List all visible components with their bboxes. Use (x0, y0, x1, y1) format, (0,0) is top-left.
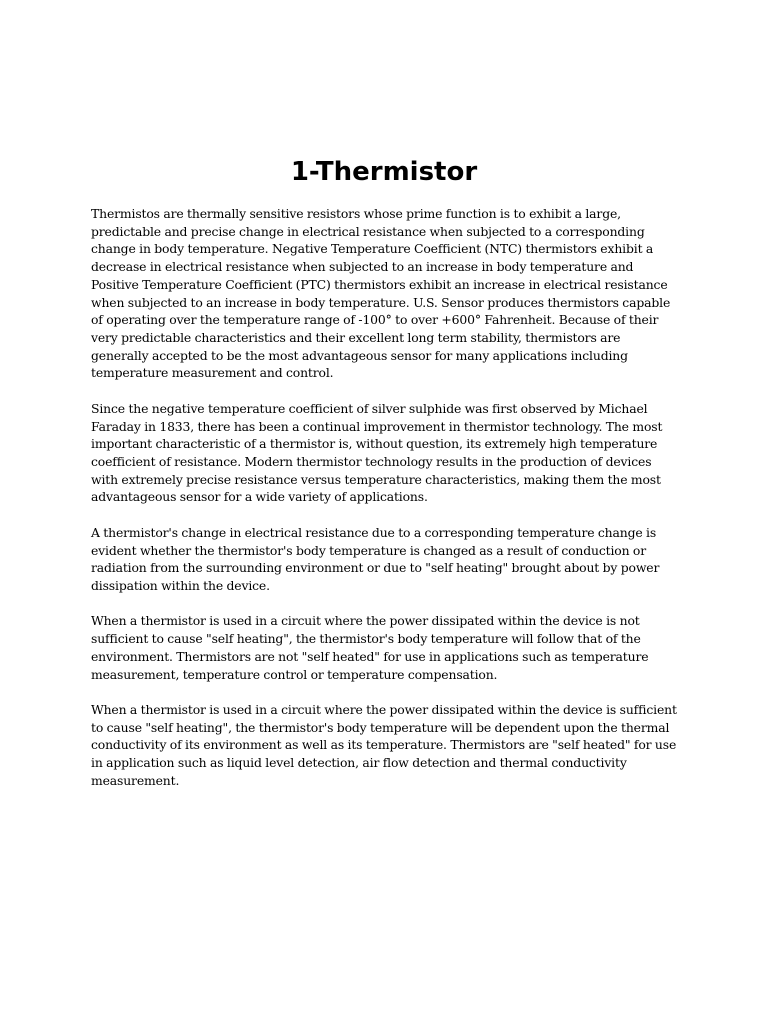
paragraph-5: When a thermistor is used in a circuit where the power dissipated within the device is sufficient to cause "self heating", the thermistor's body temperature will be dependent upon the thermal conductivity of its environment as well as its temperature. Thermistors are "self heated" for use in application such as liquid level detection, air flow detection and thermal conductivity measurement. (91, 702, 677, 788)
paragraph-2: Since the negative temperature coefficient of silver sulphide was first observed by Michael Faraday in 1833, there has been a continual improvement in thermistor technology. The most important characteristic of a thermistor is, without question, its extremely high temperature coefficient of resistance. Modern thermistor technology results in the production of devices with extremely precise resistance versus temperature characteristics, making them the most advantageous sensor for a wide variety of applications. (91, 400, 663, 505)
paragraph-1: Thermistos are thermally sensitive resistors whose prime function is to exhibit a large, predictable and precise change in electrical resistance when subjected to a corresponding change in body temperature. Negative Temperature Coefficient (NTC) thermistors exhibit a decrease in electrical resistance when subjected to an increase in body temperature and Positive Temperature Coefficient (PTC) thermistors exhibit an increase in electrical resistance when subjected to an increase in body temperature. U.S. Sensor produces thermistors capable of operating over the temperature range of -100° to over +600° Fahrenheit. Because of their very predictable characteristics and their excellent long term stability, thermistors are generally accepted to be the most advantageous sensor for many applications including temperature measurement and control. (91, 206, 671, 381)
document-body (91, 205, 681, 807)
paragraph-3: A thermistor's change in electrical resistance due to a corresponding temperature change is evident whether the thermistor's body temperature is changed as a result of conduction or radiation from the surrounding environment or due to "self heating" brought about by power dissipation within the device. (91, 524, 660, 593)
page-title: 1-Thermistor (290, 157, 478, 187)
paragraph-4: When a thermistor is used in a circuit where the power dissipated within the device is not sufficient to cause "self heating", the thermistor's body temperature will follow that of the environment. Thermistors are not "self heated" for use in applications such as temperature measurement, temperature control or temperature compensation. (91, 613, 649, 682)
